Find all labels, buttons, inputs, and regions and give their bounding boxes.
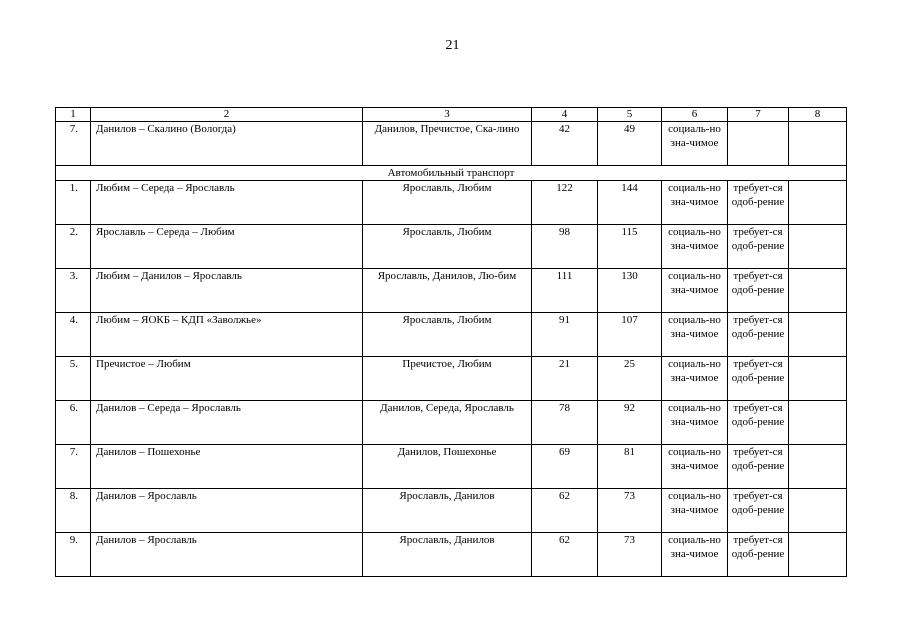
value-col5: 115 xyxy=(598,225,662,269)
settlements: Данилов, Пошехонье xyxy=(363,445,532,489)
value-col4: 122 xyxy=(532,181,598,225)
significance: социаль-но зна-чимое xyxy=(662,122,728,166)
approval-status: требует-ся одоб-рение xyxy=(728,489,789,533)
table-row xyxy=(56,313,847,357)
significance: социаль-но зна-чимое xyxy=(662,225,728,269)
column-header: 3 xyxy=(363,108,532,122)
table-row xyxy=(56,269,847,313)
value-col4: 62 xyxy=(532,533,598,577)
route-name: Любим – Данилов – Ярославль xyxy=(91,269,363,313)
settlements: Пречистое, Любим xyxy=(363,357,532,401)
value-col4: 69 xyxy=(532,445,598,489)
row-number: 9. xyxy=(56,533,91,577)
table-row xyxy=(56,122,847,166)
value-col5: 107 xyxy=(598,313,662,357)
value-col4: 42 xyxy=(532,122,598,166)
settlements: Ярославль, Любим xyxy=(363,313,532,357)
route-name: Данилов – Ярославль xyxy=(91,489,363,533)
value-col5: 73 xyxy=(598,489,662,533)
row-number: 3. xyxy=(56,269,91,313)
column-header: 2 xyxy=(91,108,363,122)
route-name: Любим – ЯОКБ – КДП «Заволжье» xyxy=(91,313,363,357)
settlements: Ярославль, Данилов xyxy=(363,533,532,577)
page-number: 21 xyxy=(445,38,460,53)
row-number: 1. xyxy=(56,181,91,225)
value-col5: 25 xyxy=(598,357,662,401)
value-col4: 21 xyxy=(532,357,598,401)
value-col5: 49 xyxy=(598,122,662,166)
value-col5: 81 xyxy=(598,445,662,489)
significance: социаль-но зна-чимое xyxy=(662,445,728,489)
col8-cell xyxy=(789,401,847,445)
approval-status: требует-ся одоб-рение xyxy=(728,533,789,577)
route-name: Пречистое – Любим xyxy=(91,357,363,401)
settlements: Ярославль, Любим xyxy=(363,181,532,225)
table-row xyxy=(56,401,847,445)
col8-cell xyxy=(789,445,847,489)
significance: социаль-но зна-чимое xyxy=(662,489,728,533)
row-number: 7. xyxy=(56,122,91,166)
table-row xyxy=(56,181,847,225)
column-header: 8 xyxy=(789,108,847,122)
col8-cell xyxy=(789,181,847,225)
table-row xyxy=(56,225,847,269)
approval-status: требует-ся одоб-рение xyxy=(728,401,789,445)
approval-status: требует-ся одоб-рение xyxy=(728,357,789,401)
settlements: Ярославль, Данилов xyxy=(363,489,532,533)
value-col5: 130 xyxy=(598,269,662,313)
settlements: Данилов, Середа, Ярославль xyxy=(363,401,532,445)
table-row xyxy=(56,533,847,577)
row-number: 4. xyxy=(56,313,91,357)
col8-cell xyxy=(789,269,847,313)
significance: социаль-но зна-чимое xyxy=(662,269,728,313)
table-row xyxy=(56,357,847,401)
col8-cell xyxy=(789,225,847,269)
route-name: Ярославль – Середа – Любим xyxy=(91,225,363,269)
approval-status: требует-ся одоб-рение xyxy=(728,269,789,313)
section-row xyxy=(56,166,847,181)
col8-cell xyxy=(789,489,847,533)
approval-status xyxy=(728,122,789,166)
value-col4: 62 xyxy=(532,489,598,533)
row-number: 5. xyxy=(56,357,91,401)
significance: социаль-но зна-чимое xyxy=(662,181,728,225)
routes-table-body xyxy=(56,108,847,577)
approval-status: требует-ся одоб-рение xyxy=(728,445,789,489)
table-row xyxy=(56,489,847,533)
route-name: Данилов – Пошехонье xyxy=(91,445,363,489)
approval-status: требует-ся одоб-рение xyxy=(728,181,789,225)
settlements: Ярославль, Данилов, Лю-бим xyxy=(363,269,532,313)
column-header: 7 xyxy=(728,108,789,122)
value-col5: 144 xyxy=(598,181,662,225)
column-header: 5 xyxy=(598,108,662,122)
section-title: Автомобильный транспорт xyxy=(56,166,847,181)
route-name: Данилов – Середа – Ярославль xyxy=(91,401,363,445)
row-number: 6. xyxy=(56,401,91,445)
settlements: Данилов, Пречистое, Ска-лино xyxy=(363,122,532,166)
column-header: 4 xyxy=(532,108,598,122)
route-name: Любим – Середа – Ярославль xyxy=(91,181,363,225)
col8-cell xyxy=(789,357,847,401)
col8-cell xyxy=(789,313,847,357)
significance: социаль-но зна-чимое xyxy=(662,357,728,401)
value-col4: 98 xyxy=(532,225,598,269)
significance: социаль-но зна-чимое xyxy=(662,401,728,445)
value-col4: 78 xyxy=(532,401,598,445)
value-col5: 73 xyxy=(598,533,662,577)
row-number: 8. xyxy=(56,489,91,533)
significance: социаль-но зна-чимое xyxy=(662,313,728,357)
table-row xyxy=(56,445,847,489)
approval-status: требует-ся одоб-рение xyxy=(728,225,789,269)
column-header: 6 xyxy=(662,108,728,122)
significance: социаль-но зна-чимое xyxy=(662,533,728,577)
value-col4: 111 xyxy=(532,269,598,313)
approval-status: требует-ся одоб-рение xyxy=(728,313,789,357)
column-number-row xyxy=(56,108,847,122)
settlements: Ярославль, Любим xyxy=(363,225,532,269)
col8-cell xyxy=(789,122,847,166)
row-number: 2. xyxy=(56,225,91,269)
routes-table xyxy=(55,107,847,577)
route-name: Данилов – Ярославль xyxy=(91,533,363,577)
row-number: 7. xyxy=(56,445,91,489)
value-col4: 91 xyxy=(532,313,598,357)
route-name: Данилов – Скалино (Вологда) xyxy=(91,122,363,166)
value-col5: 92 xyxy=(598,401,662,445)
col8-cell xyxy=(789,533,847,577)
column-header: 1 xyxy=(56,108,91,122)
